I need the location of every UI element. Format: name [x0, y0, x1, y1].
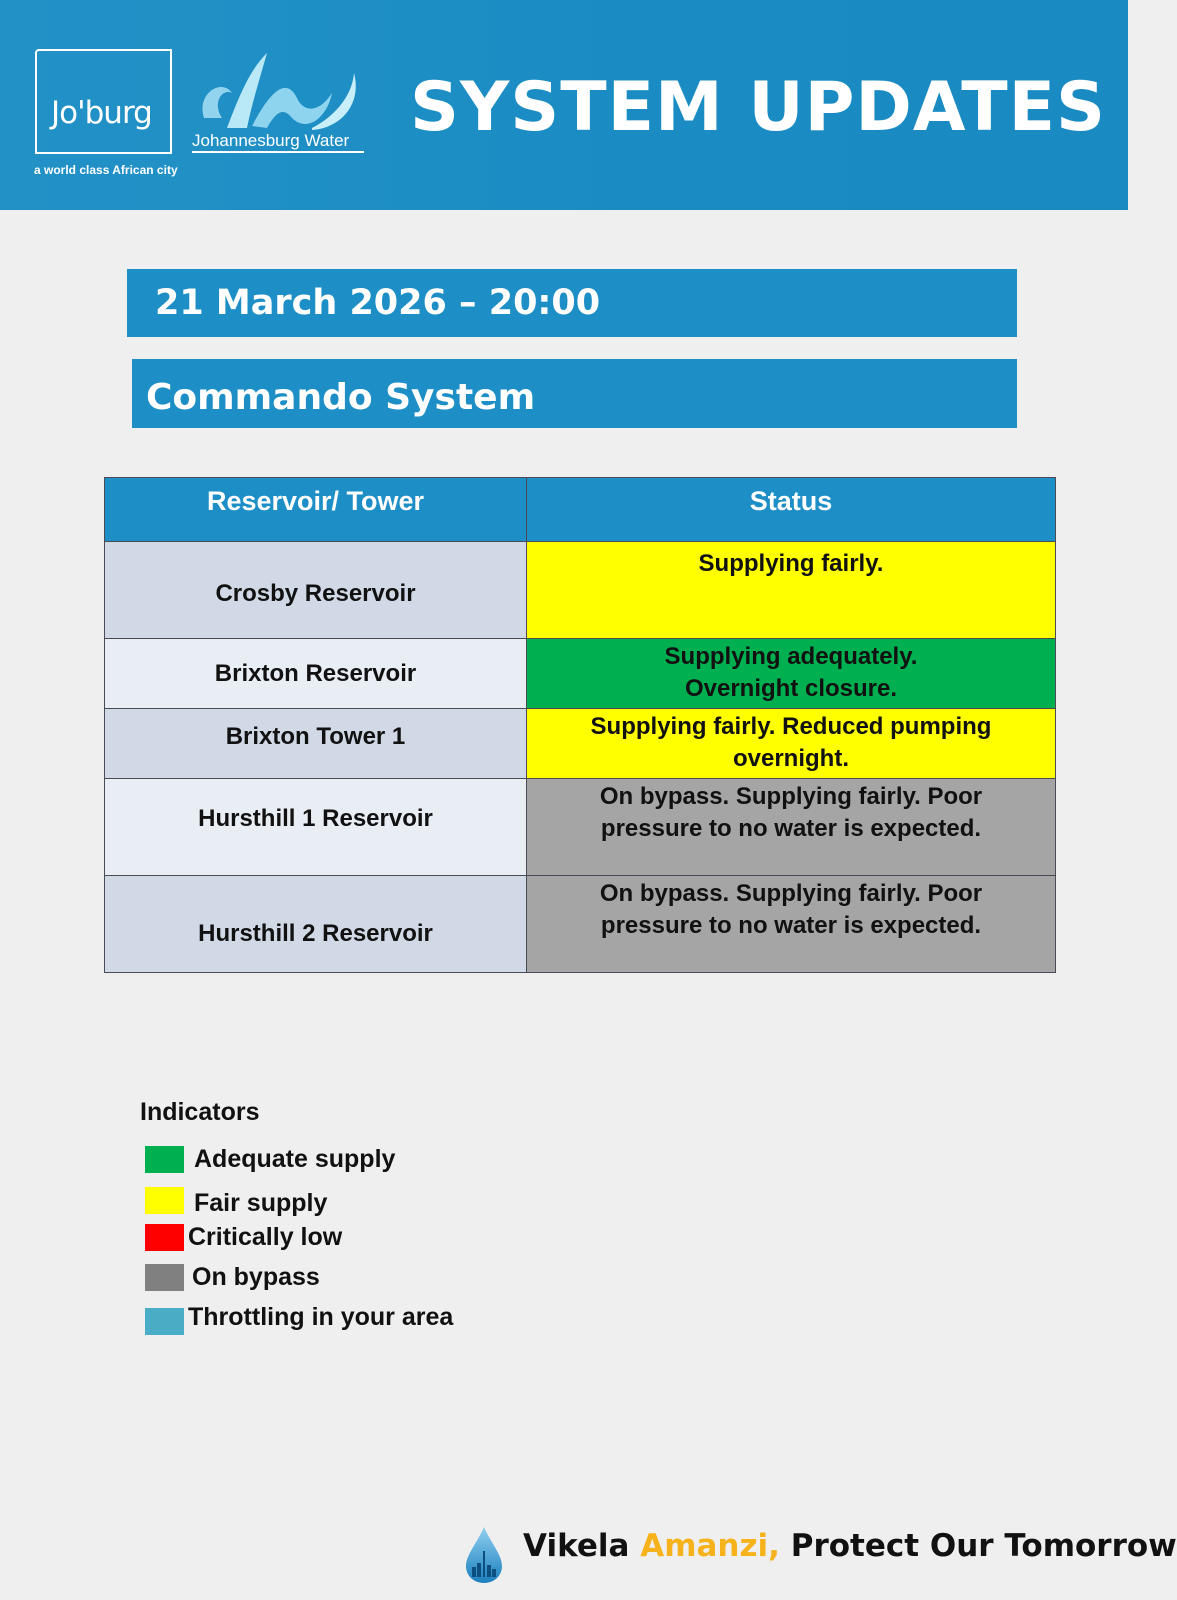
- column-header-status: Status: [527, 478, 1056, 542]
- joburg-logo-text: Jo'burg: [51, 95, 152, 131]
- status-value: On bypass. Supplying fairly. Poor pressure to no water is expected.: [527, 876, 1056, 973]
- legend-swatch-blue: [145, 1308, 184, 1335]
- system-name-text: Commando System: [146, 377, 536, 418]
- legend-label: Fair supply: [194, 1189, 328, 1217]
- legend-item-critical: [145, 1223, 342, 1252]
- footer-slogan: [523, 1528, 1177, 1564]
- water-drop-icon: [463, 1525, 505, 1585]
- legend-item-bypass: [145, 1263, 320, 1292]
- reservoir-name: Brixton Reservoir: [105, 639, 527, 709]
- reservoir-name: Hursthill 1 Reservoir: [105, 779, 527, 876]
- legend-item-fair: [145, 1183, 327, 1218]
- reservoir-name: Hursthill 2 Reservoir: [105, 876, 527, 973]
- legend-label: Adequate supply: [194, 1145, 396, 1173]
- table-header-row: [105, 478, 1056, 542]
- table-row: [105, 779, 1056, 876]
- legend-item-adequate: [145, 1145, 395, 1174]
- footer-slogan-part3: Protect Our Tomorrow: [779, 1528, 1177, 1564]
- legend-item-throttling: [145, 1300, 453, 1335]
- legend-swatch-yellow: [145, 1187, 184, 1214]
- legend-swatch-grey: [145, 1264, 184, 1291]
- org-name: Johannesburg Water: [192, 131, 350, 150]
- status-table: [104, 477, 1056, 973]
- legend-label: On bypass: [192, 1263, 320, 1291]
- table-row: [105, 639, 1056, 709]
- system-name-bar: [132, 359, 1017, 428]
- header-banner: [0, 0, 1128, 210]
- joburg-logo: [35, 49, 172, 154]
- status-value: Supplying adequately. Overnight closure.: [527, 639, 1056, 709]
- table-row: [105, 876, 1056, 973]
- status-value: Supplying fairly. Reduced pumping overnight.: [527, 709, 1056, 779]
- legend-swatch-red: [145, 1224, 184, 1251]
- column-header-reservoir: Reservoir/ Tower: [105, 478, 527, 542]
- date-time-bar: [127, 269, 1017, 337]
- date-time-text: 21 March 2026 – 20:00: [155, 283, 601, 323]
- legend-label: Critically low: [188, 1223, 343, 1251]
- legend-title: Indicators: [140, 1098, 260, 1126]
- page-title: SYSTEM UPDATES: [410, 68, 1107, 147]
- table-row: [105, 542, 1056, 639]
- table-row: [105, 709, 1056, 779]
- status-value: Supplying fairly.: [527, 542, 1056, 639]
- reservoir-name: Brixton Tower 1: [105, 709, 527, 779]
- joburg-tagline: a world class African city: [34, 163, 178, 177]
- footer-slogan-accent: Amanzi,: [640, 1528, 780, 1564]
- legend-label: Throttling in your area: [188, 1303, 454, 1331]
- johannesburg-water-wave-icon: [192, 48, 367, 138]
- org-name-underline: [192, 151, 364, 153]
- reservoir-name: Crosby Reservoir: [105, 542, 527, 639]
- footer-slogan-part1: Vikela: [523, 1528, 641, 1564]
- legend-swatch-green: [145, 1146, 184, 1173]
- status-value: On bypass. Supplying fairly. Poor pressure to no water is expected.: [527, 779, 1056, 876]
